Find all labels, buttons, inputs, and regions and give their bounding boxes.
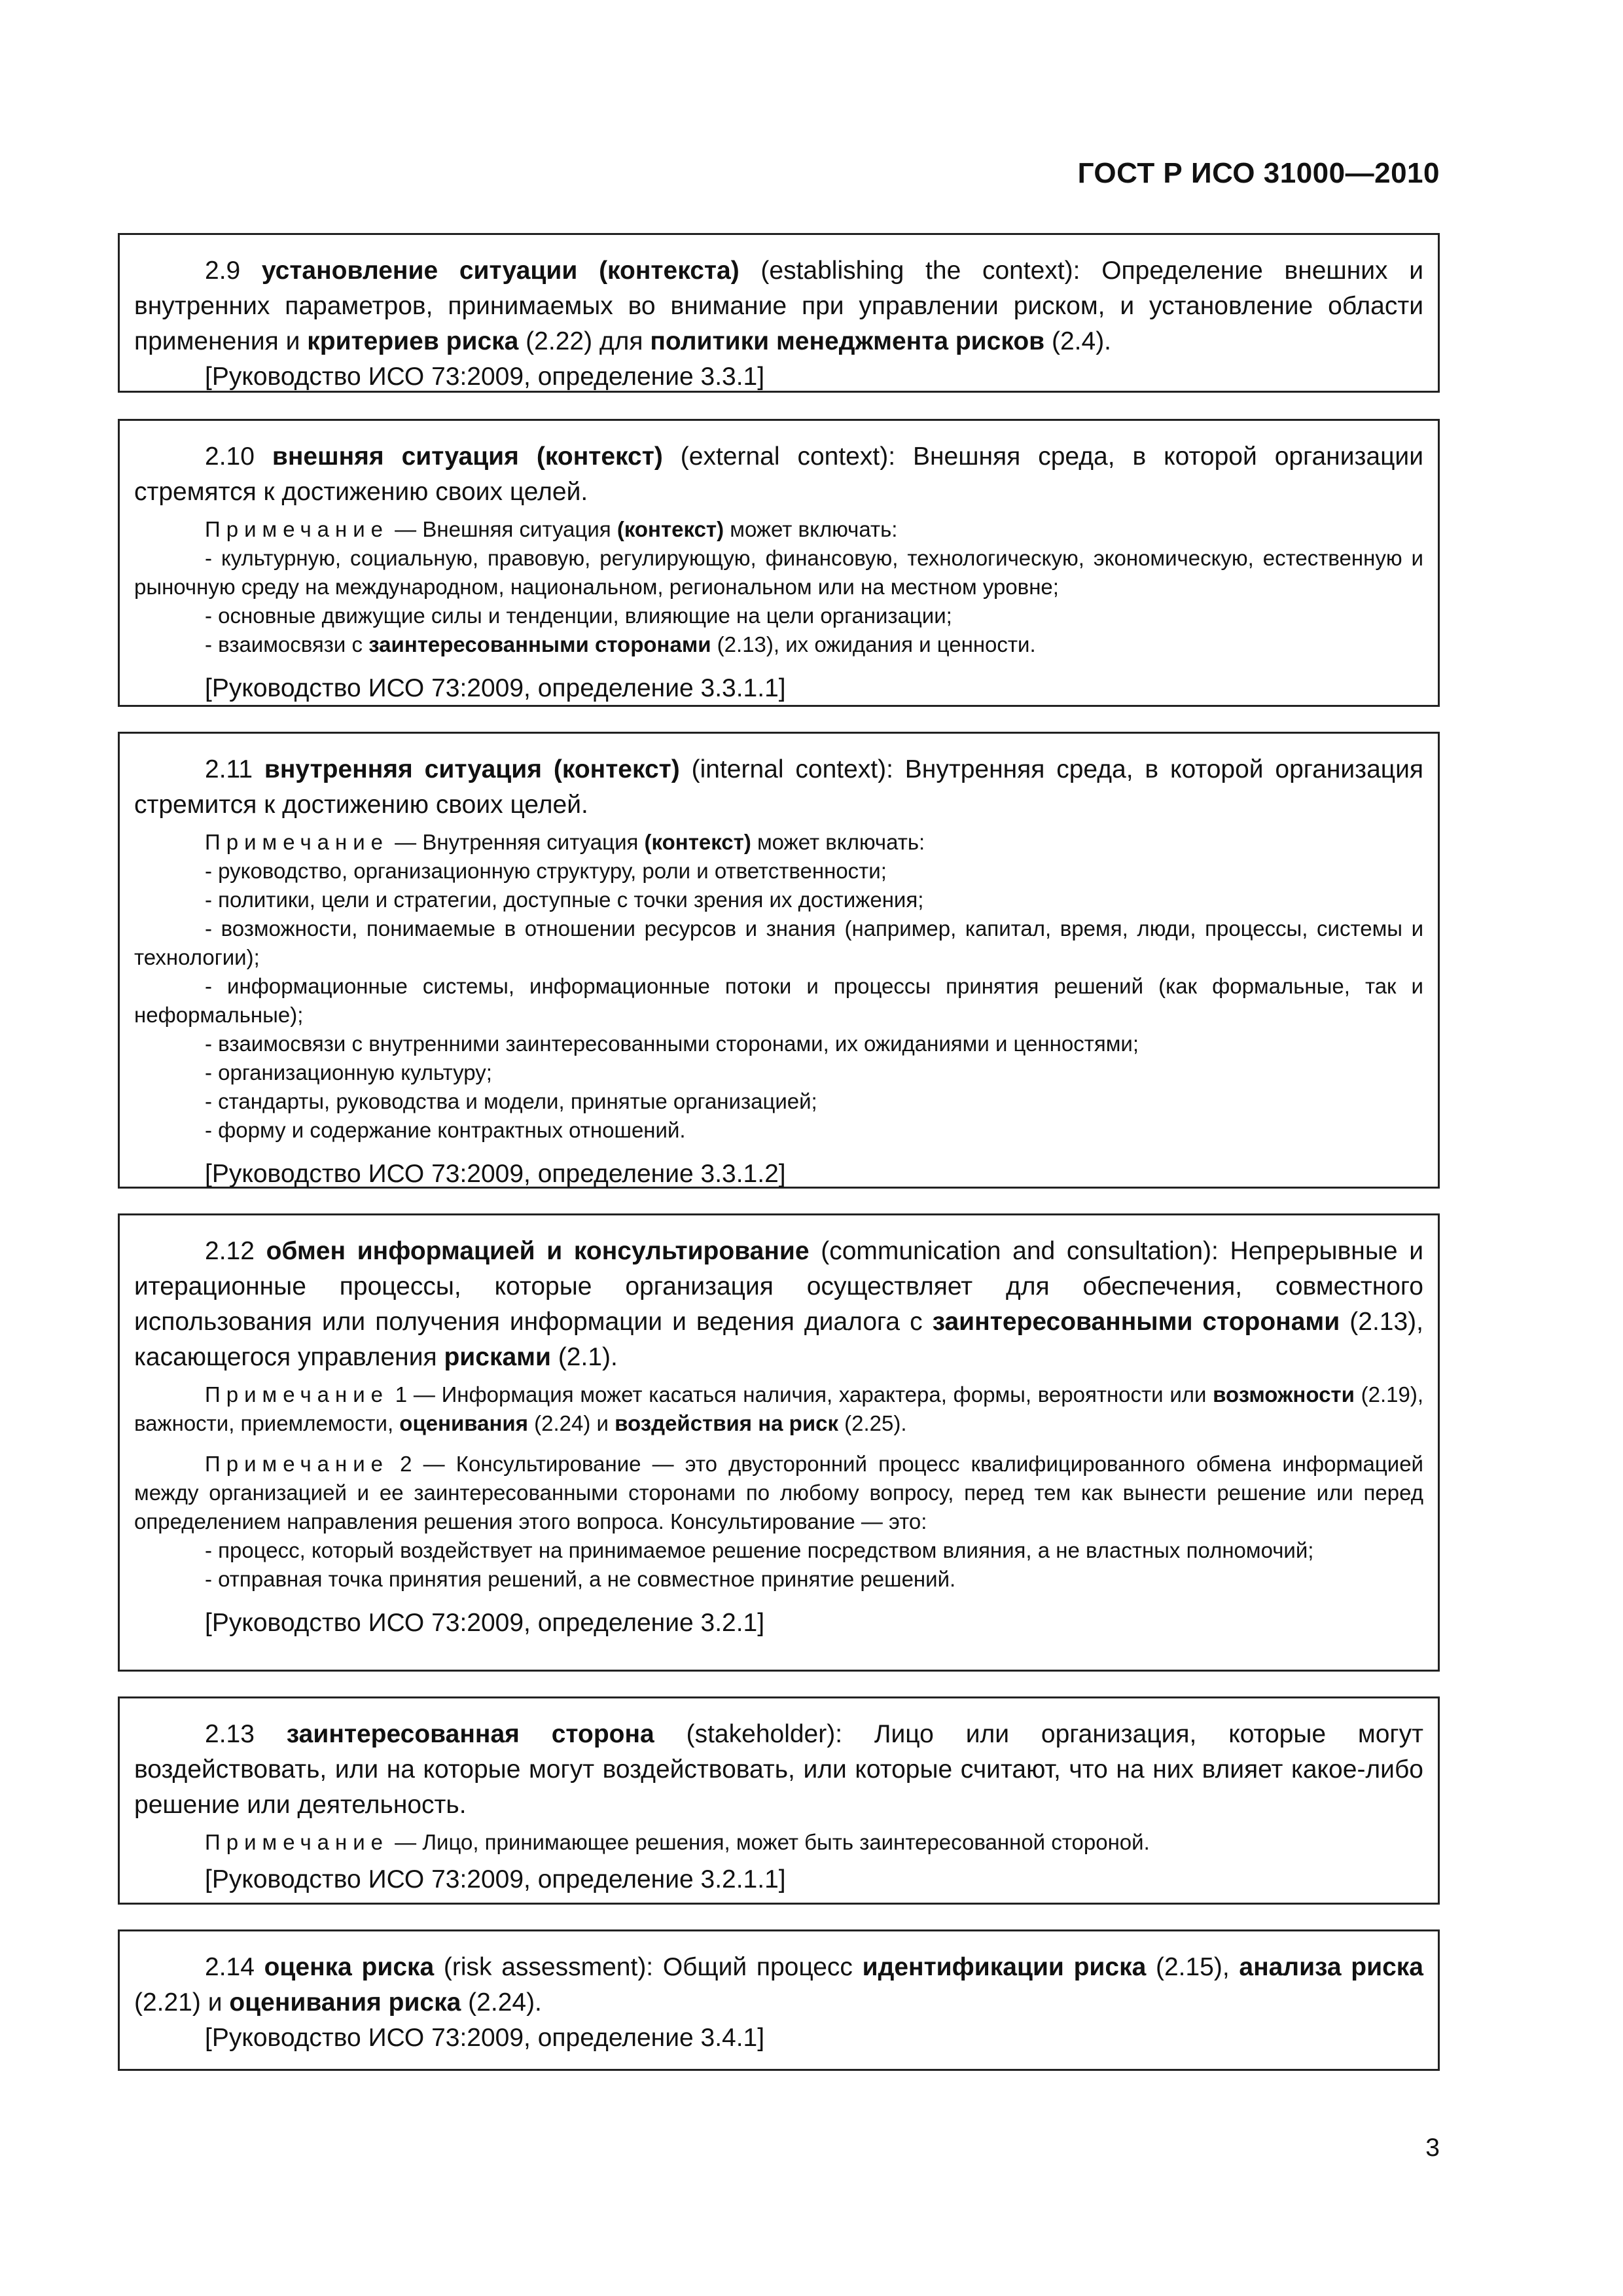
document-header: ГОСТ Р ИСО 31000—2010 xyxy=(1077,157,1440,189)
note-text: может включать: xyxy=(724,517,898,541)
term-number: 2.10 xyxy=(205,442,255,471)
term-reference: [Руководство ИСО 73:2009, определение 3.3.1] xyxy=(205,363,765,391)
list-item: - форму и содержание контрактных отношений. xyxy=(205,1118,686,1142)
term-name-paren: (контекста) xyxy=(599,257,740,285)
term-box-2-11 xyxy=(118,732,1440,1189)
term-text: (2.4). xyxy=(1044,327,1112,355)
term-text: (2.22) для xyxy=(518,327,651,355)
note-label: Примечание xyxy=(205,1452,389,1476)
note-text: (2.25). xyxy=(838,1411,907,1435)
list-item: - взаимосвязи с внутренними заинтересованными сторонами, их ожиданиями и ценностями; xyxy=(205,1031,1139,1056)
list-item xyxy=(134,630,1423,659)
note-bold: оценивания xyxy=(399,1411,528,1435)
term-reference: [Руководство ИСО 73:2009, определение 3.2.1] xyxy=(205,1609,765,1637)
term-text: (stakeholder): Лицо или организация, которые могут воздействовать, или на которые могут воздействовать, или которые считают, что на них влияет какое-либо решение или деятельность. xyxy=(134,1720,1424,1819)
list-item: - политики, цели и стратегии, доступные с точки зрения их достижения; xyxy=(205,888,924,912)
list-item-text: (2.13), их ожидания и ценности. xyxy=(711,632,1036,656)
term-name: внешняя ситуация xyxy=(272,442,519,471)
term-text: (risk assessment): Общий процесс xyxy=(434,1953,863,1981)
term-ref-bold: анализа риска xyxy=(1239,1953,1424,1981)
term-name: обмен информацией и консультирование xyxy=(266,1237,810,1265)
term-text: (2.1). xyxy=(550,1343,618,1371)
term-ref-bold: рисками xyxy=(444,1343,551,1371)
term-name-paren: (контекст) xyxy=(553,755,680,783)
list-item: - организационную культуру; xyxy=(205,1060,492,1085)
list-item-text: - взаимосвязи с xyxy=(205,632,369,656)
term-definition xyxy=(134,253,1423,359)
term-box-2-14 xyxy=(118,1929,1440,2071)
term-name: оценка риска xyxy=(264,1953,435,1981)
term-box-2-9 xyxy=(118,233,1440,393)
note-text: — Внутренняя ситуация xyxy=(389,830,645,854)
note-number: 1 xyxy=(389,1382,408,1407)
note-label: Примечание xyxy=(205,830,389,854)
term-number: 2.9 xyxy=(205,257,241,285)
term-text: (internal context): Внутренняя среда, в которой организация стремится к достижению своих целей. xyxy=(134,755,1423,819)
note xyxy=(134,828,1423,857)
term-number: 2.13 xyxy=(205,1720,255,1748)
term-definition xyxy=(134,439,1423,510)
note-bold: воздействия на риск xyxy=(615,1411,838,1435)
term-text: (external context): Внешняя среда, в которой организации стремятся к достижению своих целей. xyxy=(134,442,1423,506)
term-number: 2.14 xyxy=(205,1953,255,1981)
term-text: (2.21) и xyxy=(134,1988,230,2017)
term-reference: [Руководство ИСО 73:2009, определение 3.2.1.1] xyxy=(205,1865,786,1893)
term-reference: [Руководство ИСО 73:2009, определение 3.4.1] xyxy=(205,2024,765,2052)
term-box-2-10 xyxy=(118,419,1440,707)
list-item-bold: заинтересованными сторонами xyxy=(368,632,711,656)
term-text: (2.13), касающегося управления xyxy=(134,1308,1423,1371)
list-item: - процесс, который воздействует на принимаемое решение посредством влияния, а не властных полномочий; xyxy=(205,1538,1314,1562)
note-text: (2.24) и xyxy=(527,1411,615,1435)
term-text: (establishing the context): Определение внешних и внутренних параметров, принимаемых во внимание при управлении риском, и установление области применения и xyxy=(134,257,1424,355)
list-item: - основные движущие силы и тенденции, влияющие на цели организации; xyxy=(205,603,952,628)
term-text: (communication and consultation): Непрерывные и итерационные процессы, которые организация осуществляет для обеспечения, совместного использования или получения информации и ведения диалога с xyxy=(134,1237,1423,1336)
term-name: внутренняя ситуация xyxy=(264,755,542,783)
term-name-paren: (контекст) xyxy=(536,442,663,471)
note-text: может включать: xyxy=(751,830,925,854)
term-number: 2.11 xyxy=(205,755,253,783)
note-text: (2.19), важности, приемлемости, xyxy=(134,1382,1423,1435)
term-ref-bold: заинтересованными сторонами xyxy=(932,1308,1340,1336)
term-ref-bold: оценивания риска xyxy=(229,1988,461,2017)
note-bold: возможности xyxy=(1213,1382,1355,1407)
list-item: - стандарты, руководства и модели, принятые организацией; xyxy=(205,1089,817,1113)
term-definition xyxy=(134,752,1423,823)
term-ref-bold: критериев риска xyxy=(307,327,519,355)
page-number: 3 xyxy=(1425,2134,1440,2162)
term-text: (2.15), xyxy=(1146,1953,1240,1981)
note-label: Примечание xyxy=(205,517,389,541)
list-item: - отправная точка принятия решений, а не совместное принятие решений. xyxy=(205,1567,956,1591)
note-2 xyxy=(134,1450,1423,1536)
note-text: — Информация может касаться наличия, характера, формы, вероятности или xyxy=(407,1382,1213,1407)
note xyxy=(134,515,1423,544)
term-name: заинтересованная сторона xyxy=(286,1720,654,1748)
term-reference: [Руководство ИСО 73:2009, определение 3.3.1.1] xyxy=(205,674,786,702)
list-item: - культурную, социальную, правовую, регулирующую, финансовую, технологическую, экономическую, естественную и рыночную среду на международном, национальном, региональном или на местном уровне; xyxy=(134,546,1423,599)
note xyxy=(134,1828,1423,1857)
term-definition xyxy=(134,1717,1423,1823)
term-ref-bold: политики менеджмента рисков xyxy=(650,327,1045,355)
term-box-2-13 xyxy=(118,1696,1440,1905)
term-name: установление ситуации xyxy=(261,257,578,285)
term-definition xyxy=(134,1950,1423,2020)
list-item: - руководство, организационную структуру, роли и ответственности; xyxy=(205,859,887,883)
list-item: - информационные системы, информационные потоки и процессы принятия решений (как формальные, так и неформальные); xyxy=(134,974,1423,1027)
term-reference: [Руководство ИСО 73:2009, определение 3.3.1.2] xyxy=(205,1160,786,1188)
note-bold: (контекст) xyxy=(616,517,724,541)
note-text: — Лицо, принимающее решения, может быть заинтересованной стороной. xyxy=(389,1830,1150,1854)
note-label: Примечание xyxy=(205,1830,389,1854)
term-box-2-12 xyxy=(118,1213,1440,1672)
note-bold: (контекст) xyxy=(644,830,751,854)
term-number: 2.12 xyxy=(205,1237,255,1265)
note-1 xyxy=(134,1380,1423,1438)
note-text: — Консультирование — это двусторонний процесс квалифицированного обмена информацией между организацией и ее заинтересованными сторонами по любому вопросу, перед тем как вынести решение или перед определением направления решения этого вопроса. Консультирование — это: xyxy=(134,1452,1423,1534)
list-item: - возможности, понимаемые в отношении ресурсов и знания (например, капитал, время, люди, процессы, системы и технологии); xyxy=(134,916,1423,969)
term-text: (2.24). xyxy=(461,1988,542,2017)
note-label: Примечание xyxy=(205,1382,389,1407)
term-ref-bold: идентификации риска xyxy=(862,1953,1147,1981)
note-number: 2 xyxy=(389,1452,412,1476)
note-text: — Внешняя ситуация xyxy=(389,517,617,541)
term-definition xyxy=(134,1234,1423,1375)
